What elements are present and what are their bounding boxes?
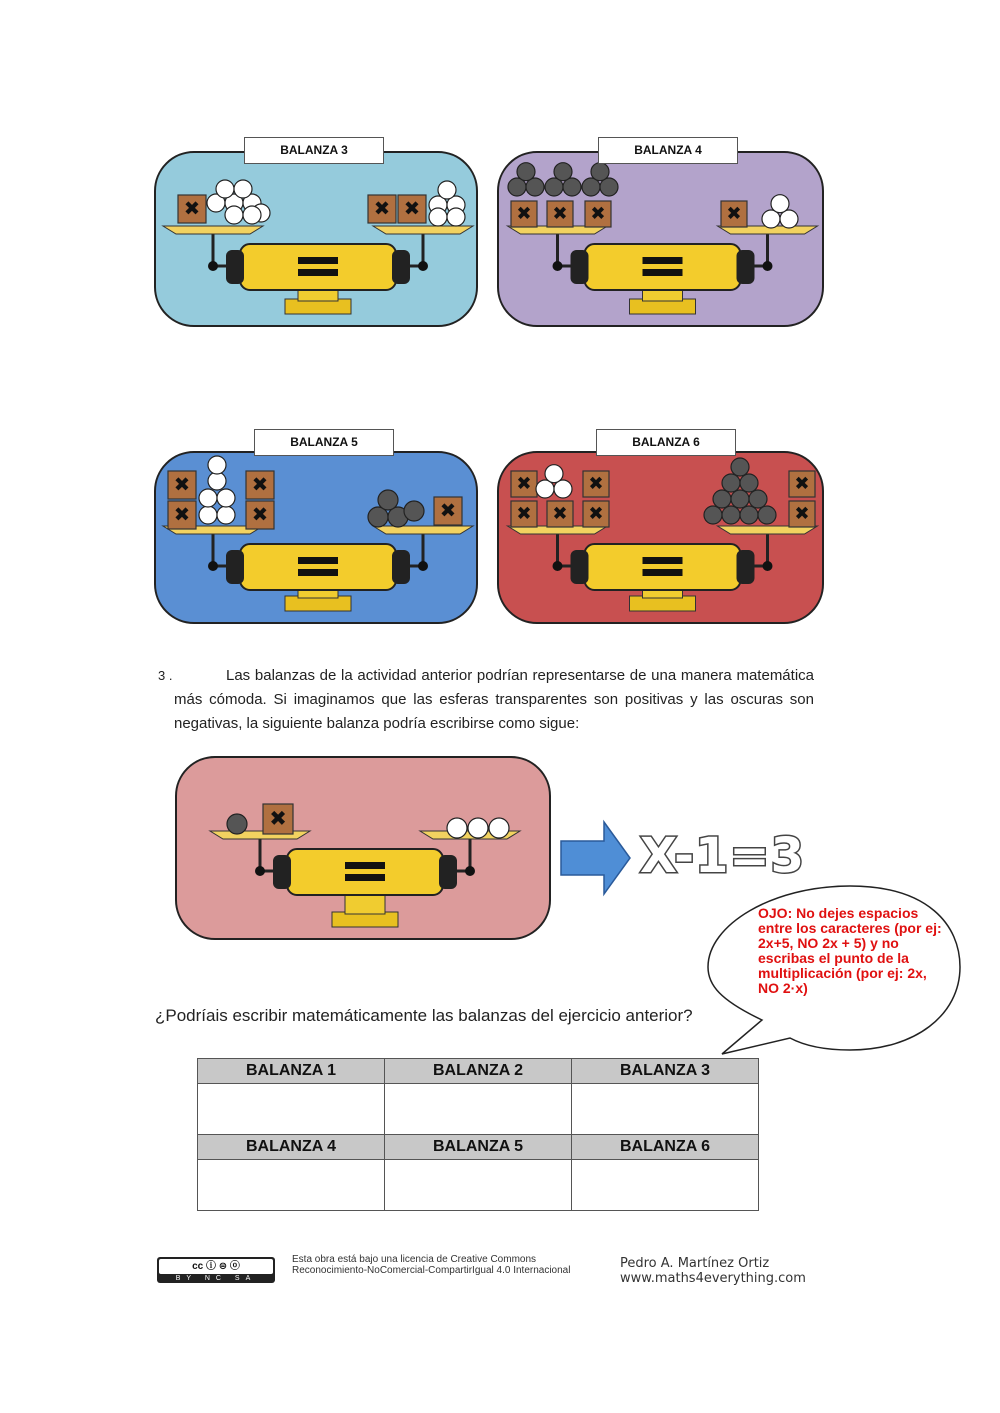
light-sphere <box>217 506 235 524</box>
scale-body-right-cap <box>439 855 457 889</box>
dark-sphere <box>704 506 722 524</box>
arrow-right-icon <box>558 818 633 898</box>
x-box-mark: ✖ <box>588 503 604 525</box>
right-joint <box>418 261 428 271</box>
author-name: Pedro A. Martínez Ortiz <box>620 1256 770 1271</box>
light-sphere <box>468 818 488 838</box>
right-joint <box>465 866 475 876</box>
light-sphere <box>438 181 456 199</box>
table-header-row <box>198 1135 759 1160</box>
answer-table <box>197 1058 759 1211</box>
equals-sign-bottom <box>298 569 338 576</box>
example-equation: X-1=3 <box>640 828 806 884</box>
dark-sphere <box>713 490 731 508</box>
balanza-5-panel <box>154 451 478 624</box>
scale-body-right-cap <box>392 250 410 284</box>
bubble-warning-text: OJO: No dejes espacios entre los caracteres (por ej: 2x+5, NO 2x + 5) y no escribas el punto de la multiplicación (por ej: 2x, NO 2·x) <box>758 905 942 996</box>
balanza-6-panel <box>497 451 824 624</box>
left-pan <box>210 831 310 839</box>
equals-sign-top <box>298 557 338 564</box>
equals-sign-top <box>643 557 683 564</box>
dark-sphere <box>758 506 776 524</box>
balanza-5-label: BALANZA 5 <box>254 429 394 456</box>
x-box-mark: ✖ <box>183 197 201 221</box>
dark-sphere <box>731 490 749 508</box>
x-box-mark: ✖ <box>588 473 604 495</box>
light-sphere <box>447 208 465 226</box>
table-header-row <box>198 1059 759 1084</box>
equals-sign-bottom <box>298 269 338 276</box>
light-sphere <box>545 465 563 483</box>
light-sphere <box>199 489 217 507</box>
balanza-3-scale <box>156 153 478 327</box>
balanza-5-scale <box>156 453 478 624</box>
equals-sign-top <box>298 257 338 264</box>
dark-sphere <box>722 474 740 492</box>
scale-body-left-cap <box>226 550 244 584</box>
scale-body-right-cap <box>392 550 410 584</box>
dark-sphere <box>722 506 740 524</box>
answer-balanza-1[interactable] <box>198 1084 385 1135</box>
answer-balanza-4[interactable] <box>198 1160 385 1211</box>
scale-body <box>240 244 396 290</box>
scale-body <box>585 544 741 590</box>
right-joint <box>418 561 428 571</box>
dark-sphere <box>554 163 572 181</box>
light-sphere <box>771 195 789 213</box>
balanza-4-panel <box>497 151 824 327</box>
balanza-3-panel <box>154 151 478 327</box>
scale-body-left-cap <box>571 550 589 584</box>
light-sphere <box>208 472 226 490</box>
license-text: Esta obra está bajo una licencia de Creative Commons Reconocimiento-NoComercial-CompartirIgual 4.0 Internacional <box>292 1254 571 1276</box>
table-answer-row <box>198 1084 759 1135</box>
x-box-mark: ✖ <box>516 503 532 525</box>
author-block <box>620 1256 806 1286</box>
light-sphere <box>243 206 261 224</box>
dark-sphere <box>749 490 767 508</box>
light-sphere <box>234 180 252 198</box>
cc-logo-icons: cc ⓘ ⊜ ⓞ <box>159 1259 273 1274</box>
answer-balanza-5[interactable] <box>385 1160 572 1211</box>
x-box-mark: ✖ <box>794 473 810 495</box>
scale-body <box>287 849 443 895</box>
light-sphere <box>216 180 234 198</box>
scale-stand <box>345 894 385 914</box>
exercise-paragraph <box>158 664 814 736</box>
equals-sign-bottom <box>345 874 385 881</box>
equals-sign-top <box>643 257 683 264</box>
balanza-3-label: BALANZA 3 <box>244 137 384 164</box>
light-sphere <box>489 818 509 838</box>
dark-sphere <box>404 501 424 521</box>
left-joint <box>553 561 563 571</box>
example-panel <box>175 756 551 940</box>
question-text: ¿Podríais escribir matemáticamente las balanzas del ejercicio anterior? <box>155 1006 693 1025</box>
light-sphere <box>447 818 467 838</box>
x-box-mark: ✖ <box>590 203 606 225</box>
x-box-mark: ✖ <box>403 197 421 221</box>
x-box-mark: ✖ <box>552 503 568 525</box>
dark-sphere <box>227 814 247 834</box>
header-balanza-2: BALANZA 2 <box>385 1059 572 1084</box>
x-box-mark: ✖ <box>439 499 457 523</box>
cc-logo-subtext: BY NC SA <box>175 1275 257 1282</box>
scale-body-right-cap <box>737 250 755 284</box>
x-box-mark: ✖ <box>794 503 810 525</box>
x-box-mark: ✖ <box>269 806 287 831</box>
header-balanza-1: BALANZA 1 <box>198 1059 385 1084</box>
scale-body <box>585 244 741 290</box>
scale-body-left-cap <box>273 855 291 889</box>
scale-body-left-cap <box>226 250 244 284</box>
scale-body-right-cap <box>737 550 755 584</box>
dark-sphere <box>378 490 398 510</box>
right-pan <box>373 526 473 534</box>
scale-body <box>240 544 396 590</box>
x-box-mark: ✖ <box>726 203 742 225</box>
x-box-mark: ✖ <box>516 473 532 495</box>
header-balanza-6: BALANZA 6 <box>572 1135 759 1160</box>
left-joint <box>255 866 265 876</box>
header-balanza-4: BALANZA 4 <box>198 1135 385 1160</box>
right-joint <box>763 261 773 271</box>
x-box-mark: ✖ <box>373 197 391 221</box>
dark-sphere <box>591 163 609 181</box>
x-box-mark: ✖ <box>552 203 568 225</box>
light-sphere <box>225 206 243 224</box>
dark-sphere <box>731 458 749 476</box>
exercise-text: Las balanzas de la actividad anterior podrían representarse de una manera matemática más cómoda. Si imaginamos que las esferas transparentes son positivas y las oscuras son negativas, la siguiente balanza podría escribirse como sigue: <box>174 667 814 732</box>
equals-sign-bottom <box>643 569 683 576</box>
balanza-6-label: BALANZA 6 <box>596 429 736 456</box>
dark-sphere <box>517 163 535 181</box>
x-box-mark: ✖ <box>173 503 191 527</box>
creative-commons-logo <box>157 1257 275 1283</box>
right-pan <box>373 226 473 234</box>
light-sphere <box>429 208 447 226</box>
balanza-4-label: BALANZA 4 <box>598 137 738 164</box>
light-sphere <box>208 456 226 474</box>
scale-body-left-cap <box>571 250 589 284</box>
exercise-number: 3 . <box>158 668 173 683</box>
light-sphere <box>217 489 235 507</box>
dark-sphere <box>740 506 758 524</box>
left-joint <box>208 561 218 571</box>
balanza-4-scale <box>499 153 824 327</box>
x-box-mark: ✖ <box>516 203 532 225</box>
equals-sign-bottom <box>643 269 683 276</box>
left-joint <box>208 261 218 271</box>
answer-balanza-2[interactable] <box>385 1084 572 1135</box>
table-answer-row <box>198 1160 759 1211</box>
left-pan <box>163 226 263 234</box>
x-box-mark: ✖ <box>173 473 191 497</box>
dark-sphere <box>740 474 758 492</box>
x-box-mark: ✖ <box>251 473 269 497</box>
answer-balanza-6[interactable] <box>572 1160 759 1211</box>
answer-balanza-3[interactable] <box>572 1084 759 1135</box>
example-scale <box>177 758 551 940</box>
x-box-mark: ✖ <box>251 503 269 527</box>
balanza-6-scale <box>499 453 824 624</box>
left-joint <box>553 261 563 271</box>
header-balanza-5: BALANZA 5 <box>385 1135 572 1160</box>
header-balanza-3: BALANZA 3 <box>572 1059 759 1084</box>
equals-sign-top <box>345 862 385 869</box>
right-joint <box>763 561 773 571</box>
author-website: www.maths4everything.com <box>620 1271 806 1286</box>
light-sphere <box>199 506 217 524</box>
